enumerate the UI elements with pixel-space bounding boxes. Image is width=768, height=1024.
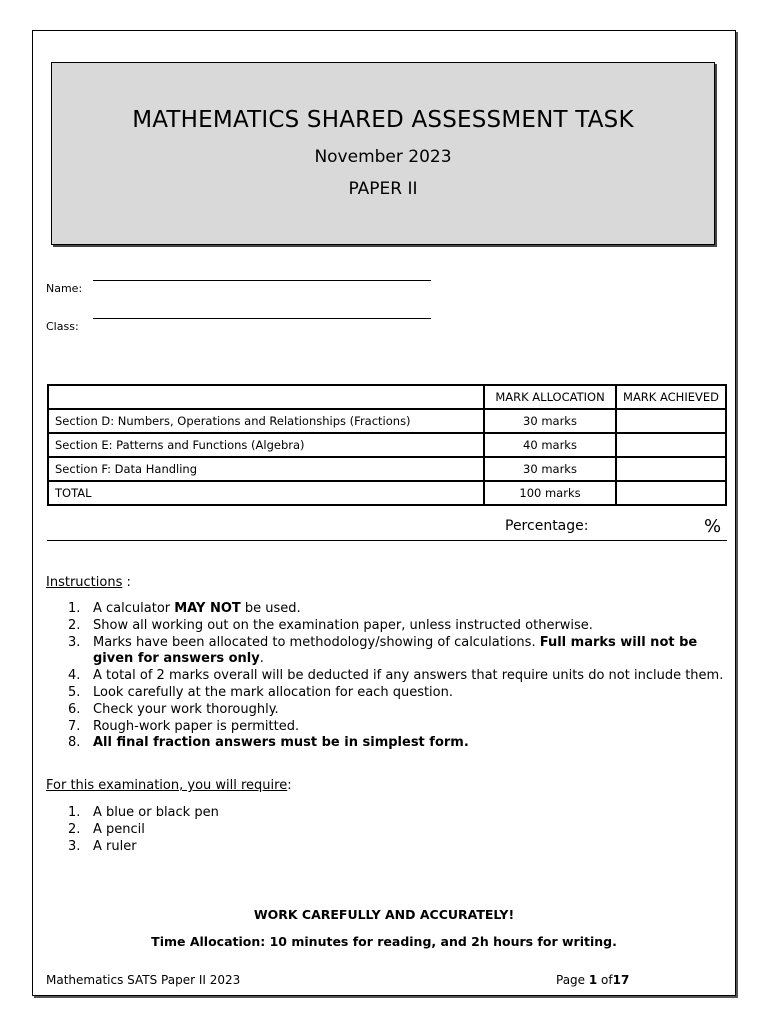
list-item — [46, 685, 726, 702]
achieved-cell[interactable] — [616, 481, 726, 505]
exam-date: November 2023 — [314, 147, 452, 167]
table-header-cell: MARK ALLOCATION — [484, 385, 616, 409]
table-header-cell: MARK ACHIEVED — [616, 385, 726, 409]
list-number: 4. — [68, 668, 81, 684]
item-bold-text: All final fraction answers must be in simplest form. — [93, 735, 469, 751]
item-text: Marks have been allocated to methodology/showing of calculations. — [93, 634, 540, 650]
list-item — [46, 702, 726, 719]
item-text: A pencil — [93, 821, 145, 837]
list-item — [46, 839, 726, 856]
item-text: Rough-work paper is permitted. — [93, 718, 300, 734]
list-number: 3. — [68, 838, 81, 854]
list-item — [46, 735, 726, 752]
table-header-cell — [48, 385, 484, 409]
list-item — [46, 618, 726, 635]
item-text: A calculator — [93, 601, 175, 616]
allocation-cell: 30 marks — [484, 457, 616, 481]
list-item — [46, 635, 726, 669]
instructions-heading — [46, 575, 131, 590]
list-number: 3. — [68, 634, 81, 650]
page-of: of — [597, 973, 613, 987]
section-cell: Section D: Numbers, Operations and Relationships (Fractions) — [48, 409, 484, 433]
requirements-heading-suffix: : — [287, 778, 292, 793]
section-cell: Section F: Data Handling — [48, 457, 484, 481]
table-row — [48, 457, 726, 481]
item-bold-text: Full marks will not be given for answers only — [93, 634, 698, 667]
page-current: 1 — [588, 973, 598, 987]
list-number: 1. — [68, 805, 81, 820]
list-number: 2. — [68, 617, 81, 633]
title-box — [51, 62, 715, 245]
mark-table — [47, 384, 727, 506]
allocation-cell: 30 marks — [484, 409, 616, 433]
requirements-list — [46, 805, 726, 855]
page-prefix: Page — [556, 973, 589, 987]
percentage-label: Percentage: — [505, 518, 589, 534]
list-item — [46, 822, 726, 839]
list-item — [46, 719, 726, 736]
table-row — [48, 433, 726, 457]
instructions-heading-suffix: : — [122, 575, 131, 590]
allocation-cell: 100 marks — [484, 481, 616, 505]
requirements-heading-text: For this examination, you will require — [46, 778, 288, 793]
list-number: 2. — [68, 821, 81, 837]
allocation-cell: 40 marks — [484, 433, 616, 457]
item-text: . — [259, 651, 264, 667]
requirements-heading — [46, 778, 292, 793]
list-item — [46, 668, 726, 685]
item-text: A ruler — [93, 838, 137, 854]
item-text: Look carefully at the mark allocation for each question. — [93, 684, 453, 700]
item-text: be used. — [240, 601, 301, 616]
achieved-cell[interactable] — [616, 409, 726, 433]
page-total: 17 — [612, 973, 630, 987]
achieved-cell[interactable] — [616, 433, 726, 457]
time-allocation-notice: Time Allocation: 10 minutes for reading, and 2h hours for writing. — [151, 934, 617, 949]
list-number: 1. — [68, 601, 81, 616]
percentage-sign: % — [704, 516, 722, 537]
item-text: Show all working out on the examination paper, unless instructed otherwise. — [93, 617, 593, 633]
list-number: 8. — [68, 735, 81, 751]
footer-title: Mathematics SATS Paper II 2023 — [46, 973, 241, 987]
page-title: MATHEMATICS SHARED ASSESSMENT TASK — [132, 107, 634, 133]
table-row — [48, 481, 726, 505]
instructions-heading-text: Instructions — [46, 575, 123, 590]
list-number: 6. — [68, 701, 81, 717]
page-number — [556, 973, 629, 987]
item-text: Check your work thoroughly. — [93, 701, 279, 717]
item-text: A blue or black pen — [93, 805, 219, 820]
section-cell: Section E: Patterns and Functions (Algebra) — [48, 433, 484, 457]
class-field[interactable] — [93, 318, 431, 319]
list-number: 7. — [68, 718, 81, 734]
name-label: Name: — [46, 282, 83, 295]
section-cell: TOTAL — [48, 481, 484, 505]
name-field[interactable] — [93, 280, 431, 281]
item-bold-text: MAY NOT — [174, 601, 241, 616]
list-item — [46, 601, 726, 618]
table-row — [48, 409, 726, 433]
paper-number: PAPER II — [348, 179, 418, 199]
class-label: Class: — [46, 320, 79, 333]
percentage-line[interactable] — [47, 540, 727, 541]
instructions-list — [46, 601, 726, 752]
table-header-row — [48, 385, 726, 409]
achieved-cell[interactable] — [616, 457, 726, 481]
list-number: 5. — [68, 684, 81, 700]
work-carefully-notice: WORK CAREFULLY AND ACCURATELY! — [253, 907, 515, 922]
item-text: A total of 2 marks overall will be deducted if any answers that require units do not include them. — [93, 668, 724, 684]
list-item — [46, 805, 726, 822]
